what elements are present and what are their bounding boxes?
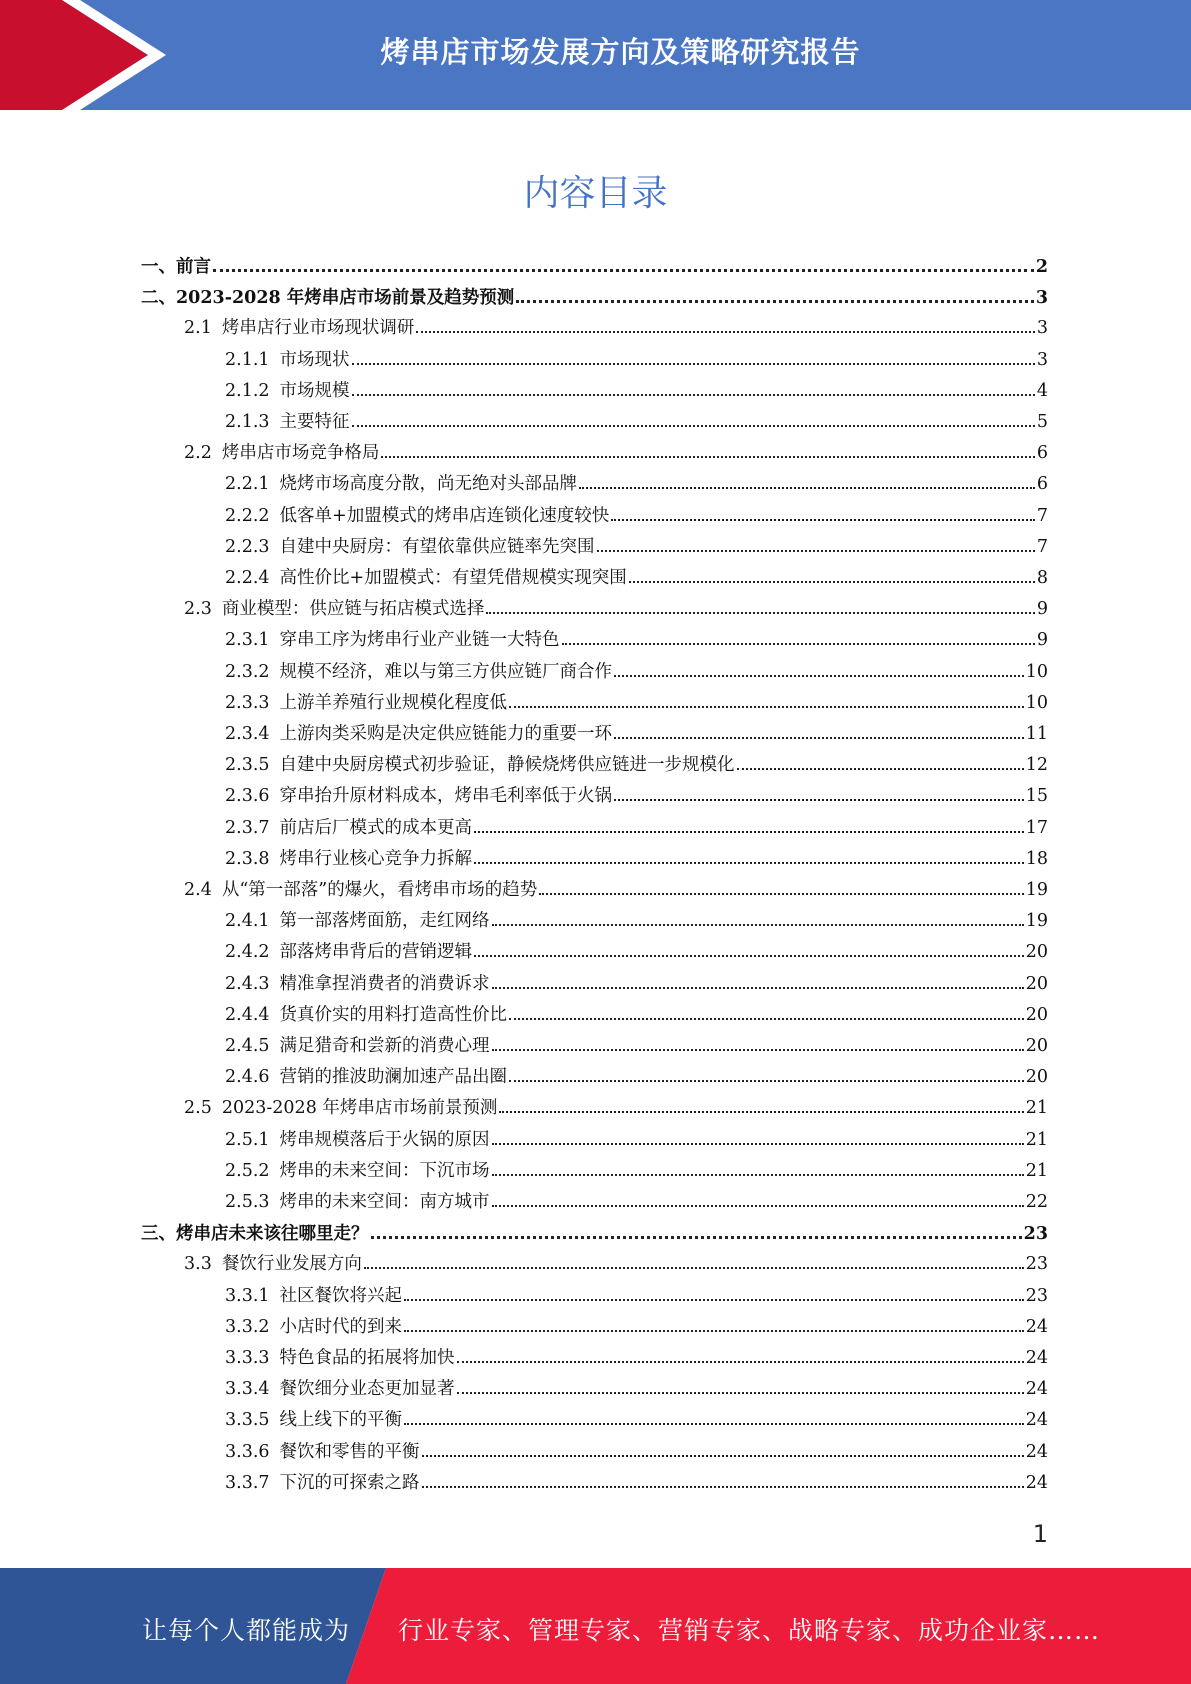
toc-entry-label: 从“第一部落”的爆火，看烤串市场的趋势	[221, 880, 538, 900]
toc-entry-page: 20	[1025, 1067, 1048, 1088]
toc-entry-page: 24	[1025, 1472, 1048, 1493]
toc-leader-dots	[416, 315, 1035, 333]
toc-leader-dots	[579, 471, 1035, 489]
toc-entry-page: 7	[1036, 505, 1048, 526]
toc-leader-dots	[597, 534, 1035, 552]
toc-entry-label: 上游羊养殖行业规模化程度低	[279, 692, 508, 713]
toc-entry-label: 满足猎奇和尝新的消费心理	[279, 1036, 490, 1056]
toc-leader-dots	[492, 908, 1024, 926]
toc-entry-label: 烤串规模落后于火锅的原因	[279, 1129, 490, 1150]
toc-entry-page: 3	[1036, 318, 1048, 339]
toc-entry-label: 上游肉类采购是决定供应链能力的重要一环	[279, 724, 613, 744]
toc-leader-dots	[381, 440, 1035, 458]
toc-entry-number: 3.3.3	[225, 1348, 270, 1368]
toc-entry-page: 17	[1025, 817, 1048, 838]
toc-leader-dots	[457, 1376, 1024, 1394]
toc-entry-number: 2.4	[184, 880, 212, 900]
toc-entry-page: 21	[1025, 1129, 1048, 1150]
toc-entry-page: 7	[1036, 536, 1048, 557]
toc-entry-number: 三、	[141, 1224, 176, 1245]
toc-entry-label: 规模不经济，难以与第三方供应链厂商合作	[279, 661, 613, 682]
toc-leader-dots	[516, 284, 1034, 303]
toc-leader-dots	[614, 659, 1024, 677]
toc-entry[interactable]	[225, 409, 1048, 435]
toc-entry[interactable]	[184, 877, 1048, 903]
header-bar	[0, 0, 1191, 110]
toc-entry-page: 23	[1023, 1224, 1048, 1245]
toc-entry-number: 2.2.2	[225, 505, 270, 526]
toc-entry-page: 3	[1036, 349, 1048, 370]
toc-entry-label: 烧烤市场高度分散，尚无绝对头部品牌	[279, 474, 578, 495]
toc-entry[interactable]	[225, 1407, 1048, 1433]
toc-leader-dots	[562, 627, 1035, 645]
toc-entry-page: 10	[1025, 692, 1048, 713]
toc-entry-page: 23	[1025, 1254, 1048, 1275]
toc-entry[interactable]	[225, 565, 1048, 591]
toc-leader-dots	[352, 347, 1035, 365]
toc-leader-dots	[509, 690, 1024, 708]
toc-entry-label: 自建中央厨房：有望依靠供应链率先突围	[279, 536, 595, 557]
toc-entry-number: 3.3.2	[225, 1316, 270, 1337]
toc-leader-dots	[474, 846, 1024, 864]
toc-entry[interactable]	[225, 783, 1048, 809]
toc-entry[interactable]	[225, 815, 1048, 841]
toc-entry-number: 2.5.1	[225, 1129, 270, 1150]
toc-entry-page: 20	[1025, 1004, 1048, 1025]
toc-entry-label: 餐饮细分业态更加显著	[279, 1379, 455, 1400]
toc-leader-dots	[404, 1314, 1024, 1332]
toc-entry-number: 3.3	[184, 1254, 212, 1275]
toc-entry-page: 3	[1035, 288, 1048, 309]
toc-entry-label: 烤串行业核心竞争力拆解	[279, 848, 473, 869]
toc-entry-label: 商业模型：供应链与拓店模式选择	[221, 599, 485, 620]
toc-entry[interactable]	[225, 1064, 1048, 1090]
toc-entry-number: 一、	[141, 257, 176, 277]
toc-entry[interactable]	[225, 971, 1048, 997]
toc-entry-number: 2.2.4	[225, 568, 270, 588]
toc-entry-label: 高性价比+加盟模式：有望凭借规模实现突围	[279, 568, 627, 588]
toc-leader-dots	[629, 565, 1035, 583]
toc-entry[interactable]	[225, 939, 1048, 965]
toc-leader-dots	[492, 1127, 1024, 1145]
toc-entry-page: 24	[1025, 1348, 1048, 1368]
toc-entry-label: 2023-2028 年烤串店市场前景预测	[221, 1098, 498, 1119]
toc-entry[interactable]	[225, 1345, 1048, 1371]
toc-entry-page: 24	[1025, 1316, 1048, 1337]
toc-leader-dots	[474, 939, 1024, 957]
toc-leader-dots	[486, 596, 1035, 614]
toc-entry[interactable]	[225, 1189, 1048, 1215]
toc-entry-number: 2.3	[184, 599, 212, 620]
toc-entry-label: 前店后厂模式的成本更高	[279, 817, 473, 838]
toc-leader-dots	[611, 503, 1035, 521]
toc-entry-number: 2.4.4	[225, 1004, 270, 1025]
toc-entry[interactable]	[225, 378, 1048, 404]
toc-leader-dots	[492, 1158, 1024, 1176]
toc-entry-number: 2.3.4	[225, 724, 270, 744]
toc-leader-dots	[364, 1251, 1024, 1269]
toc-entry[interactable]	[141, 1220, 1048, 1246]
toc-entry[interactable]	[184, 596, 1048, 622]
toc-entry-page: 12	[1025, 755, 1048, 776]
toc-entry[interactable]	[141, 284, 1048, 310]
toc-entry[interactable]	[225, 846, 1048, 872]
toc-entry-number: 2.3.7	[225, 817, 270, 838]
toc-entry-page: 6	[1036, 474, 1048, 495]
toc-leader-dots	[509, 1064, 1024, 1082]
toc-entry-label: 部落烤串背后的营销逻辑	[279, 942, 473, 963]
toc-entry[interactable]	[184, 315, 1048, 341]
toc-entry-page: 23	[1025, 1285, 1048, 1306]
toc-entry[interactable]	[225, 1470, 1048, 1496]
toc-entry-page: 5	[1036, 412, 1048, 432]
toc-entry-label: 社区餐饮将兴起	[279, 1285, 403, 1306]
toc-leader-dots	[509, 1002, 1024, 1020]
toc-entry-number: 2.3.5	[225, 755, 270, 776]
toc-entry-label: 线上线下的平衡	[279, 1410, 403, 1431]
toc-entry-number: 2.3.1	[225, 630, 270, 651]
toc-entry[interactable]	[225, 721, 1048, 747]
toc-entry-number: 2.5	[184, 1098, 212, 1119]
toc-entry-page: 21	[1025, 1098, 1048, 1119]
toc-entry-number: 2.4.3	[225, 973, 270, 994]
toc-leader-dots	[213, 253, 1034, 272]
toc-entry-page: 20	[1025, 973, 1048, 994]
toc-entry-number: 2.3.2	[225, 661, 270, 682]
toc-entry-page: 24	[1025, 1441, 1048, 1462]
toc-leader-dots	[614, 721, 1024, 739]
toc-entry-number: 3.3.4	[225, 1379, 270, 1400]
toc-heading: 内容目录	[523, 173, 668, 214]
toc-entry-number: 2.2	[184, 443, 212, 464]
toc-leader-dots	[422, 1470, 1024, 1488]
toc-leader-dots	[371, 1220, 1022, 1239]
toc-entry[interactable]	[225, 908, 1048, 934]
toc-entry-number: 2.1	[184, 318, 212, 339]
report-title: 烤串店市场发展方向及策略研究报告	[380, 35, 861, 69]
toc-entry-number: 2.4.2	[225, 942, 270, 963]
toc-entry-number: 2.1.1	[225, 349, 270, 370]
toc-entry[interactable]	[184, 1095, 1048, 1121]
toc-leader-dots	[352, 409, 1035, 427]
toc-entry-label: 货真价实的用料打造高性价比	[279, 1004, 508, 1025]
toc-entry-page: 2	[1035, 257, 1048, 277]
toc-leader-dots	[492, 971, 1024, 989]
toc-entry-label: 小店时代的到来	[279, 1316, 403, 1337]
toc-entry-page: 20	[1025, 1036, 1048, 1056]
toc-entry-number: 3.3.6	[225, 1441, 270, 1462]
toc-entry-label: 市场现状	[279, 349, 350, 370]
footer-band	[0, 1568, 1191, 1684]
toc-entry-label: 精准拿捏消费者的消费诉求	[279, 973, 490, 994]
toc-entry-label: 餐饮行业发展方向	[221, 1254, 362, 1275]
toc-entry-label: 下沉的可探索之路	[279, 1472, 420, 1493]
toc-entry[interactable]	[225, 752, 1048, 778]
toc-entry-label: 特色食品的拓展将加快	[279, 1348, 455, 1368]
toc-leader-dots	[499, 1095, 1023, 1113]
toc-entry-label: 烤串店行业市场现状调研	[221, 318, 415, 339]
toc-entry-number: 2.5.3	[225, 1192, 270, 1212]
toc-entry-number: 2.3.8	[225, 848, 270, 869]
toc-entry-label: 烤串店市场竞争格局	[221, 443, 380, 464]
toc-entry[interactable]	[225, 471, 1048, 497]
toc-entry-page: 10	[1025, 661, 1048, 682]
toc-entry-page: 19	[1025, 911, 1048, 932]
toc-entry[interactable]	[225, 1314, 1048, 1340]
toc-leader-dots	[539, 877, 1023, 895]
toc-entry-number: 3.3.1	[225, 1285, 270, 1306]
toc-leader-dots	[474, 815, 1024, 833]
toc-entry-label: 低客单+加盟模式的烤串店连锁化速度较快	[279, 505, 610, 526]
toc-entry-number: 2.1.2	[225, 380, 270, 401]
toc-entry-label: 烤串的未来空间：南方城市	[279, 1192, 490, 1212]
toc-entry-number: 2.1.3	[225, 412, 270, 432]
toc-entry-number: 3.3.5	[225, 1410, 270, 1431]
toc-entry-number: 2.4.6	[225, 1067, 270, 1088]
toc-entry-number: 二、	[141, 288, 176, 309]
toc-entry[interactable]	[225, 1002, 1048, 1028]
toc-leader-dots	[404, 1283, 1024, 1301]
toc-leader-dots	[614, 783, 1024, 801]
toc-entry-page: 8	[1036, 568, 1048, 588]
toc-leader-dots	[457, 1345, 1024, 1363]
toc-entry[interactable]	[225, 627, 1048, 653]
toc-entry-page: 4	[1036, 380, 1048, 401]
toc-entry-page: 24	[1025, 1410, 1048, 1431]
footer-slogan-left: 让每个人都能成为	[142, 1616, 351, 1645]
toc-entry[interactable]	[225, 1283, 1048, 1309]
toc-entry-label: 自建中央厨房模式初步验证，静候烧烤供应链进一步规模化	[279, 755, 735, 776]
toc-entry-number: 2.3.6	[225, 786, 270, 807]
toc-entry-label: 烤串店未来该往哪里走？	[176, 1224, 369, 1245]
toc-leader-dots	[737, 752, 1024, 770]
toc-entry-label: 餐饮和零售的平衡	[279, 1441, 420, 1462]
toc-entry-number: 3.3.7	[225, 1472, 270, 1493]
toc-entry-page: 9	[1036, 599, 1048, 620]
toc-leader-dots	[492, 1189, 1024, 1207]
toc-entry[interactable]	[225, 347, 1048, 373]
toc-leader-dots	[422, 1439, 1024, 1457]
toc-entry-page: 21	[1025, 1160, 1048, 1181]
toc-entry[interactable]	[225, 1158, 1048, 1184]
toc-leader-dots	[352, 378, 1035, 396]
footer-slogan-right: 行业专家、管理专家、营销专家、战略专家、成功企业家……	[398, 1616, 1101, 1645]
toc-entry-label: 穿串工序为烤串行业产业链一大特色	[279, 630, 560, 651]
toc-entry-page: 20	[1025, 942, 1048, 963]
toc-entry-number: 2.2.1	[225, 474, 270, 495]
toc-entry-number: 2.4.5	[225, 1036, 270, 1056]
toc-entry[interactable]	[141, 253, 1048, 279]
toc-entry[interactable]	[225, 534, 1048, 560]
toc-entry-page: 15	[1025, 786, 1048, 807]
toc-entry[interactable]	[225, 1376, 1048, 1402]
toc-entry[interactable]	[225, 1033, 1048, 1059]
toc-entry-label: 营销的推波助澜加速产品出圈	[279, 1067, 508, 1088]
toc-entry-label: 主要特征	[279, 412, 350, 432]
toc-entry-number: 2.5.2	[225, 1160, 270, 1181]
toc-entry[interactable]	[225, 1439, 1048, 1465]
toc-entry-page: 6	[1036, 443, 1048, 464]
toc-entry-label: 前言	[176, 257, 211, 277]
toc-entry[interactable]	[184, 1251, 1048, 1277]
toc-entry[interactable]	[225, 690, 1048, 716]
toc-entry-number: 2.2.3	[225, 536, 270, 557]
toc-entry-label: 烤串的未来空间：下沉市场	[279, 1160, 490, 1181]
toc-entry[interactable]	[184, 440, 1048, 466]
toc-entry-page: 22	[1025, 1192, 1048, 1212]
page-number: 1	[1032, 1520, 1048, 1548]
toc-entry-label: 穿串抬升原材料成本，烤串毛利率低于火锅	[279, 786, 613, 807]
toc-entry-label: 2023-2028 年烤串店市场前景及趋势预测	[176, 288, 515, 309]
toc-entry-label: 市场规模	[279, 380, 350, 401]
toc-entry-page: 19	[1025, 880, 1048, 900]
toc-entry-page: 9	[1036, 630, 1048, 651]
toc-entry-number: 2.4.1	[225, 911, 270, 932]
toc-entry-page: 18	[1025, 848, 1048, 869]
toc-entry-page: 11	[1025, 724, 1048, 744]
toc-leader-dots	[404, 1407, 1024, 1425]
toc-leader-dots	[492, 1033, 1024, 1051]
toc-entry-page: 24	[1025, 1379, 1048, 1400]
toc-entry-number: 2.3.3	[225, 692, 270, 713]
toc-entry-label: 第一部落烤面筋，走红网络	[279, 911, 490, 932]
toc-entry[interactable]	[225, 1127, 1048, 1153]
toc-entry[interactable]	[225, 503, 1048, 529]
toc-entry[interactable]	[225, 659, 1048, 685]
